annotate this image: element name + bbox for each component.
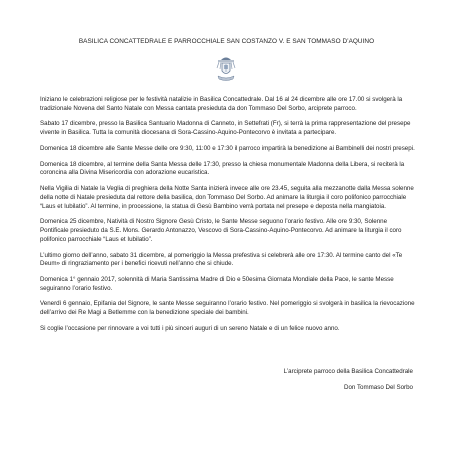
document-body [40, 96, 416, 341]
paragraph-epifania: Venerdì 6 gennaio, Epifania del Signore, le sante Messe seguiranno l’orario festivo. Nel pomeriggio si svolgerà in basilica la rievocazione dell’arrivo dei Re Magi a Betlemme con la benedizione speciale dei bambini. [40, 300, 415, 317]
paragraph-presepe-vivente: Sabato 17 dicembre, presso la Basilica Santuario Madonna di Canneto, in Settefrati (Fr), si terrà la prima rappresentazione del presepe vivente in Basilica. Tutta la comunità diocesana di Sora-Cassino-Aquino-Pontecorvo è invitata a partecipare. [40, 120, 411, 137]
paragraph-benedizione-bambinelli: Domenica 18 dicembre alle Sante Messe delle ore 9:30, 11:00 e 17:30 il parroco impartirà la benedizione ai Bambinelli dei nostri presepi. [40, 144, 415, 152]
signature-title: L’arciprete parroco della Basilica Concattedrale [283, 368, 413, 375]
parish-coat-of-arms-icon [212, 54, 240, 84]
paragraph-auguri: Si coglie l’occasione per rinnovare a voi tutti i più sinceri auguri di un sereno Natale e di un felice nuovo anno. [40, 324, 340, 332]
signature-name: Don Tommaso Del Sorbo [343, 384, 413, 391]
paragraph-natale: Domenica 25 dicembre, Natività di Nostro Signore Gesù Cristo, le Sante Messe seguono l’orario festivo. Alle ore 9:30, Solenne Pontificale presieduto da S.E. Mons. Gerardo Antonazzo, Vescovo di Sora-Cassino-Aquino-Pontecorvo. Ad animare la liturgia il coro polifonico parrocchiale “Laus et Iubilatio”. [40, 218, 402, 243]
paragraph-novena: Iniziano le celebrazioni religiose per le festività natalizie in Basilica Concattedrale. Dal 16 al 24 dicembre alle ore 17.00 si svolgerà la tradizionale Novena del Santo Natale con Messa cantata presieduta da don Tommaso Del Sorbo, arciprete parroco. [40, 96, 403, 112]
document-header: BASILICA CONCATTEDRALE E PARROCCHIALE SAN COSTANZO V. E SAN TOMMASO D’AQUINO [78, 38, 375, 45]
paragraph-fine-anno: L’ultimo giorno dell’anno, sabato 31 dicembre, al pomeriggio la Messa prefestiva si celebrerà alle ore 17:30. Al termine canto del «Te Deum» di ringraziamento per i benefici ricevuti nell’anno che si chiude. [40, 251, 403, 268]
paragraph-vigilia-natale: Nella Vigilia di Natale la Veglia di preghiera della Notte Santa inizierà invece alle ore 23.45, seguita alla mezzanotte dalla Messa solenne della notte di Natale presieduta dal rettore della basilica, don Tommaso Del Sorbo. Ad animare la liturgia il coro polifonico parrocchiale “Laus et Iubilatio”. Al termine, in processione, la statua di Gesù Bambino verrà portata nel presepe e deposta nella mangiatoia. [40, 185, 414, 210]
paragraph-coroncina: Domenica 18 dicembre, al termine della Santa Messa delle 17:30, presso la chiesa monumentale Madonna della Libera, si reciterà la coroncina alla Divina Misericordia con adorazione eucaristica. [40, 160, 405, 177]
paragraph-capodanno: Domenica 1° gennaio 2017, solennità di Maria Santissima Madre di Dio e 50esima Giornata Mondiale della Pace, le sante Messe seguiranno l’orario festivo. [40, 275, 394, 292]
